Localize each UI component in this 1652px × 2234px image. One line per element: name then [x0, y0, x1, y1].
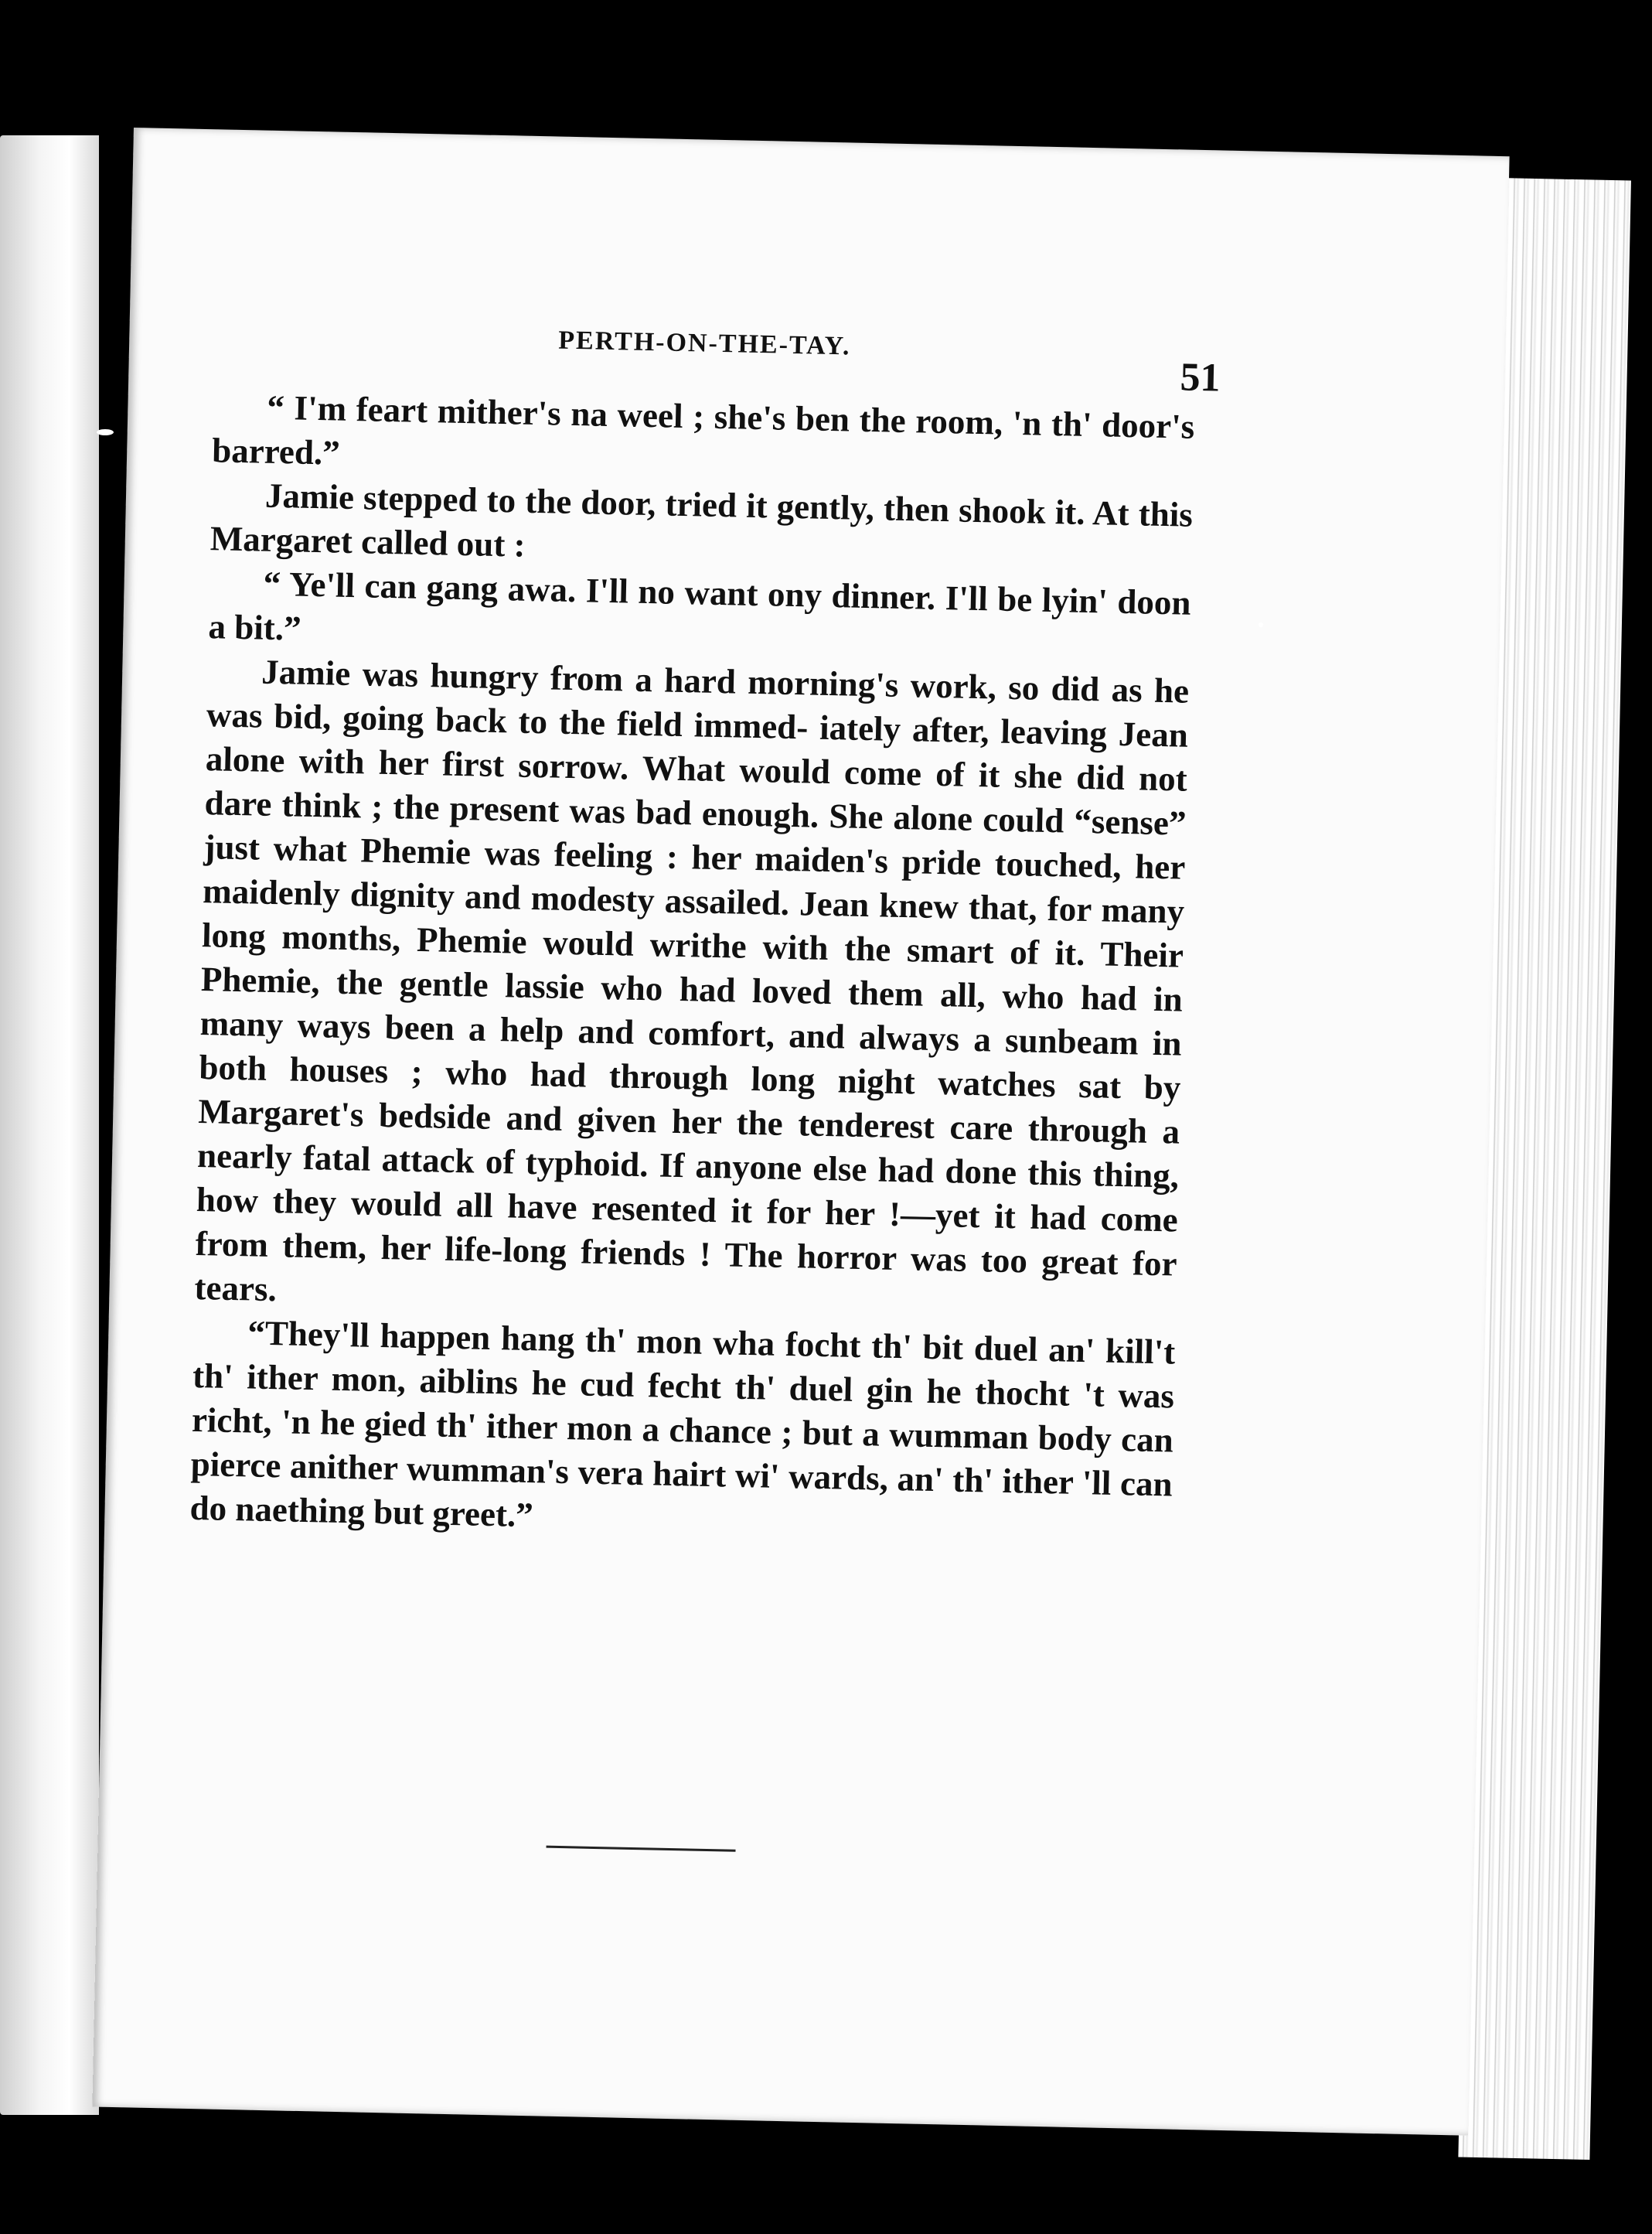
page-number: 51: [1179, 355, 1221, 401]
running-head: PERTH-ON-THE-TAY.: [557, 326, 851, 361]
paragraph: “ I'm feart mither's na weel ; she's ben the room, 'n th' door's barred.”: [211, 387, 1195, 472]
page-header: [129, 317, 1506, 401]
scan-speck: [1259, 622, 1263, 627]
paragraph: Jamie stepped to the door, tried it gently, then shook it. At this Margaret called out :: [209, 476, 1194, 564]
facing-page-edge: [0, 135, 99, 2115]
paragraph: Jamie was hungry from a hard morning's work, so did as he was bid, going back to the field immed- iately after, leaving Jean alone with her first sorrow. What would come of it she did not dare think ; the present was bad enough. She alone could “sense” just what Phemie was feeling : her maiden's pride touched, her maidenly dignity and modesty assailed. Jean knew that, for many long months, Phemie would writhe with the smart of it. Their Phemie, the gentle lassie who had loved them all, who had in many ways been a help and comfort, and always a sunbeam in both houses ; who had through long night watches sat by Margaret's bedside and given her the tenderest care through a nearly fatal attack of typhoid. If anyone else had done this thing, how they would all have resented it for her !—yet it had come from them, her life-long friends ! The horror was too great for tears.: [194, 652, 1190, 1309]
scan-speck: [97, 429, 114, 435]
end-of-chapter-rule: [547, 1846, 736, 1852]
paragraph: “They'll happen hang th' mon wha focht th' bit duel an' kill't th' ither mon, aiblins he cud fecht th' duel gin he thocht 't was richt, 'n he gied th' ither mon a chance ; but a wumman body can pierce anither wumman's vera hairt wi' wards, an' th' ither 'll can do naething but greet.”: [189, 1313, 1176, 1535]
book-page: [92, 128, 1509, 2136]
body-text: [189, 384, 1195, 1550]
paragraph: “ Ye'll can gang awa. I'll no want ony dinner. I'll be lyin' doon a bit.”: [207, 564, 1191, 648]
